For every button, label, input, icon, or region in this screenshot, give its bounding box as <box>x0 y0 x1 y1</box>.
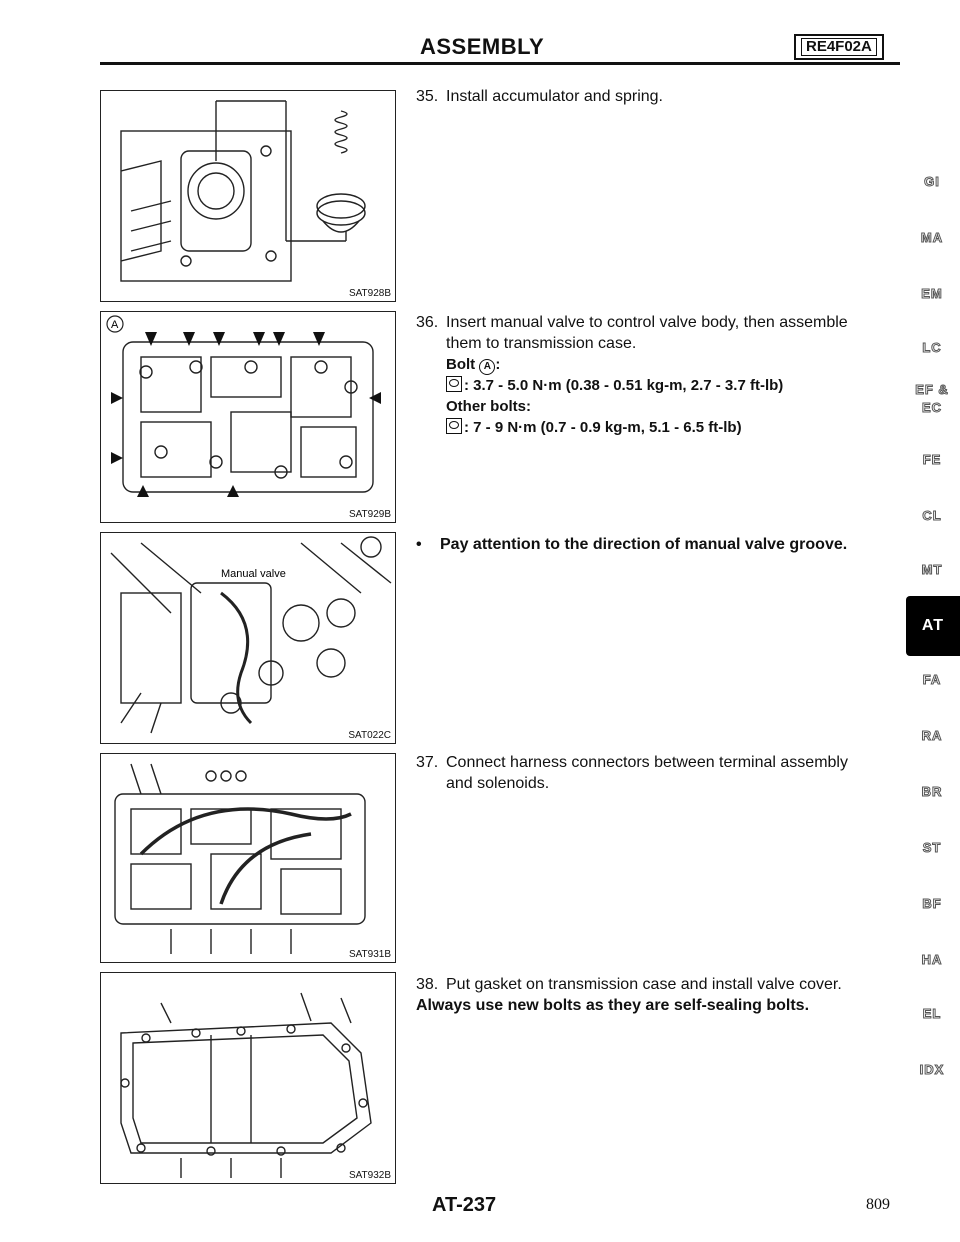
manual-valve-label: Manual valve <box>221 568 286 580</box>
side-tab-gi[interactable]: GI <box>924 174 940 189</box>
figure-code: SAT932B <box>348 1170 391 1181</box>
side-tab-bf[interactable]: BF <box>922 896 942 911</box>
accumulator-illustration <box>101 91 395 301</box>
side-tab-at-active[interactable]: AT <box>906 596 960 656</box>
other-bolts-label: Other bolts: <box>446 398 531 415</box>
step-number: 35. <box>416 88 439 105</box>
step-number: 36. <box>416 314 439 331</box>
step-note: Always use new bolts as they are self-sealing bolts. <box>416 997 810 1014</box>
figure-code: SAT928B <box>348 288 391 299</box>
step-number: 37. <box>416 754 439 771</box>
side-tab-em[interactable]: EM <box>921 286 943 301</box>
step-text-line1: Connect harness connectors between terminal assembly <box>446 754 848 771</box>
figure-accumulator <box>100 90 396 302</box>
side-tab-st[interactable]: ST <box>922 840 942 855</box>
caution-bullet <box>416 536 847 554</box>
side-tab-lc[interactable]: LC <box>922 340 942 355</box>
torque-spec-2: : 7 - 9 N·m (0.7 - 0.9 kg-m, 5.1 - 6.5 ft-lb) <box>464 419 742 436</box>
side-tab-ha[interactable]: HA <box>921 952 943 967</box>
side-tab-ra[interactable]: RA <box>921 728 943 743</box>
torque-icon <box>446 376 462 392</box>
torque-icon <box>446 418 462 434</box>
side-tab-idx[interactable]: IDX <box>919 1062 945 1077</box>
figure-harness-connectors <box>100 753 396 963</box>
bullet-mark: • <box>416 536 422 553</box>
valve-cover-illustration <box>101 973 395 1183</box>
model-code: RE4F02A <box>801 38 877 56</box>
bolt-label: Bolt <box>446 356 476 373</box>
figure-manual-valve <box>100 532 396 744</box>
side-tab-fe[interactable]: FE <box>922 452 942 467</box>
side-tab-cl[interactable]: CL <box>922 508 942 523</box>
step-37 <box>416 752 906 794</box>
figure-code: SAT929B <box>348 509 391 520</box>
torque-spec-1: : 3.7 - 5.0 N·m (0.38 - 0.51 kg-m, 2.7 - 3.7 ft-lb) <box>464 377 784 394</box>
manual-valve-illustration <box>101 533 395 743</box>
step-36 <box>416 312 906 438</box>
harness-illustration <box>101 754 395 962</box>
step-text-line2: and solenoids. <box>446 775 550 792</box>
side-tab-ef[interactable]: EF & <box>915 382 949 397</box>
page-title: ASSEMBLY <box>420 34 545 59</box>
step-text-line1: Insert manual valve to control valve body, then assemble <box>446 314 848 331</box>
side-tab-br[interactable]: BR <box>921 784 943 799</box>
step-number: 38. <box>416 976 439 993</box>
side-tab-ec[interactable]: EC <box>921 400 943 415</box>
step-38 <box>416 974 906 1016</box>
control-valve-illustration <box>101 312 395 522</box>
side-tab-el[interactable]: EL <box>922 1006 942 1021</box>
figure-valve-cover <box>100 972 396 1184</box>
page-number: 809 <box>866 1196 890 1213</box>
side-tab-mt[interactable]: MT <box>921 562 943 577</box>
side-tab-ma[interactable]: MA <box>920 230 944 245</box>
bullet-text: Pay attention to the direction of manual valve groove. <box>440 536 848 553</box>
step-text: Install accumulator and spring. <box>446 88 663 105</box>
step-text-line2: them to transmission case. <box>446 335 637 352</box>
figure-code: SAT022C <box>348 730 391 741</box>
step-text-line1: Put gasket on transmission case and install valve cover. <box>446 976 842 993</box>
bolt-colon: : <box>495 356 501 373</box>
bolt-callout: A <box>479 359 495 375</box>
step-35 <box>416 86 906 107</box>
callout-a: A <box>111 319 119 331</box>
figure-control-valve-bolts <box>100 311 396 523</box>
model-badge <box>794 34 884 60</box>
header-rule <box>100 62 900 65</box>
figure-code: SAT931B <box>348 949 391 960</box>
side-tab-fa[interactable]: FA <box>922 672 942 687</box>
page-code: AT-237 <box>432 1194 497 1216</box>
